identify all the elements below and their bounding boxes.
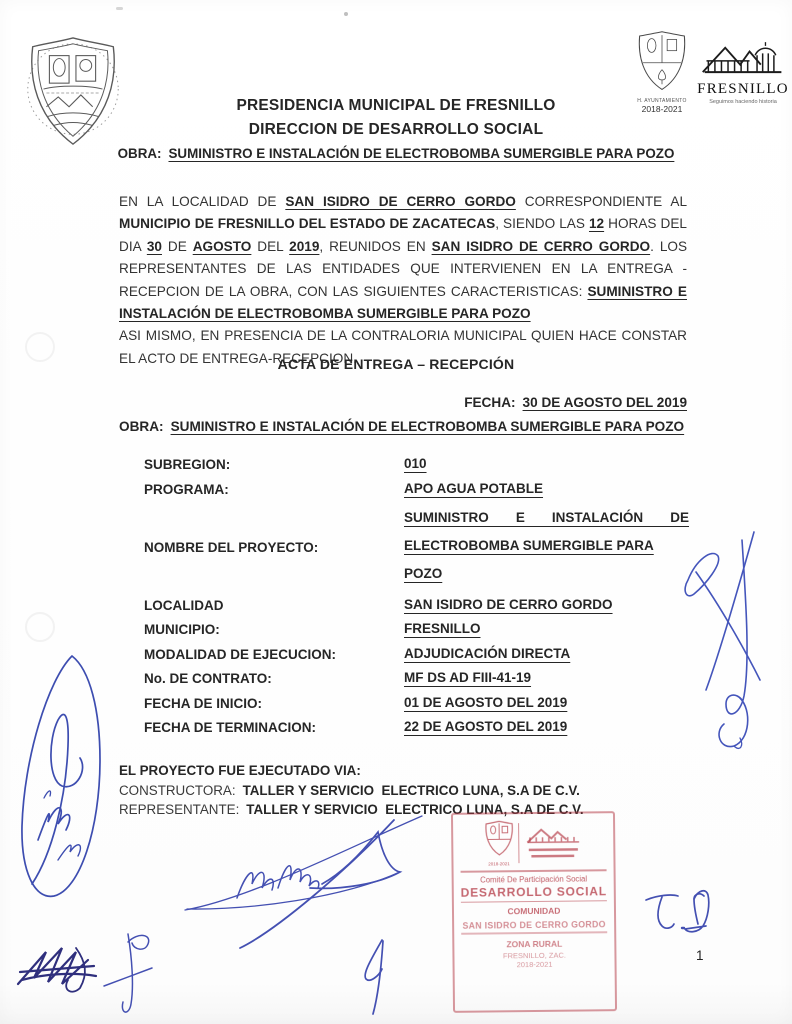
- signature-right: [676, 512, 774, 762]
- field-row-fecha-inicio: [144, 694, 689, 711]
- signature-flourish-t: [100, 928, 156, 1020]
- field-row-subregion: [144, 455, 689, 472]
- scan-speck: [116, 7, 123, 10]
- header-obra-label: OBRA:: [117, 146, 162, 161]
- field-row-localidad: [144, 596, 689, 613]
- field-label: MUNICIPIO:: [144, 622, 220, 637]
- project-fields: [144, 455, 689, 743]
- signature-flourish-4: [352, 936, 400, 1020]
- asimismo-paragraph: ASI MISMO, EN PRESENCIA DE LA CONTRALORIA MUNICIPAL QUIEN HACE CONSTAR EL ACTO DE ENTREGA-RECEPCION.: [119, 328, 687, 366]
- obra-label: OBRA:: [119, 419, 164, 434]
- header-obra-line: [0, 146, 792, 161]
- field-row-nombre-proyecto: [144, 504, 689, 588]
- field-label: FECHA DE INICIO:: [144, 695, 262, 711]
- fresnillo-tagline: Seguimos haciendo historia: [709, 99, 777, 105]
- fresnillo-logo: [696, 40, 790, 105]
- scan-speck: [344, 12, 348, 16]
- header-obra-value: SUMINISTRO E INSTALACIÓN DE ELECTROBOMBA SUMERGIBLE PARA POZO: [168, 146, 675, 161]
- document-title-line2: DIRECCION DE DESARROLLO SOCIAL: [248, 121, 544, 138]
- field-value: 22 DE AGOSTO DEL 2019: [404, 719, 568, 734]
- field-label: MODALIDAD DE EJECUCION:: [144, 646, 337, 662]
- intro-segment: DEL: [251, 238, 290, 254]
- field-row-municipio: [144, 620, 689, 637]
- field-value: ADJUDICACIÓN DIRECTA: [404, 645, 571, 661]
- intro-segment: CORRESPONDIENTE AL: [515, 194, 688, 209]
- stamp-divider: [518, 823, 519, 863]
- intro-segment: , SIENDO LAS: [495, 216, 589, 232]
- stamp-rule: [461, 869, 607, 872]
- ayuntamiento-caption: H. AYUNTAMIENTO: [637, 98, 687, 104]
- stamp-shield-icon: [484, 820, 514, 856]
- obra-line: [119, 419, 687, 434]
- field-label: NOMBRE DEL PROYECTO:: [144, 539, 319, 555]
- intro-block: [119, 191, 687, 370]
- obra-value: SUMINISTRO E INSTALACIÓN DE ELECTROBOMBA SUMERGIBLE PARA POZO: [170, 419, 685, 434]
- document-title-line1: PRESIDENCIA MUNICIPAL DE FRESNILLO: [236, 97, 556, 114]
- intro-paragraph: [119, 191, 687, 325]
- constructora-line: [119, 781, 687, 801]
- intro-segment: , REUNIDOS EN: [319, 238, 432, 254]
- stamp-community-name: SAN ISIDRO DE CERRO GORDO: [462, 919, 606, 931]
- stamp-shield-caption: 2018-2021: [488, 861, 510, 867]
- stamp-period: 2018-2021: [516, 959, 553, 969]
- field-value: SAN ISIDRO DE CERRO GORDO: [404, 596, 613, 612]
- field-label: SUBREGION:: [144, 457, 231, 472]
- field-label: No. DE CONTRATO:: [144, 671, 272, 686]
- signature-center: [182, 812, 432, 964]
- ayuntamiento-crest-icon: [636, 30, 688, 92]
- fresnillo-wordmark: FRESNILLO: [697, 81, 789, 97]
- intro-segment: MUNICIPIO DE FRESNILLO DEL ESTADO DE ZACATECAS: [119, 216, 496, 232]
- page-number: 1: [696, 948, 704, 963]
- field-value: 010: [404, 456, 427, 471]
- field-row-programa: [144, 480, 689, 497]
- fecha-line: [119, 395, 687, 410]
- hole-punch-ring: [25, 612, 55, 642]
- intro-segment: 2019: [289, 238, 320, 254]
- intro-segment: AGOSTO: [192, 238, 252, 254]
- field-label: LOCALIDAD: [144, 597, 224, 613]
- stamp-community-label: COMUNIDAD: [507, 905, 561, 917]
- stamp-rule: [461, 900, 607, 903]
- field-value: 01 DE AGOSTO DEL 2019: [404, 694, 568, 710]
- field-label: FECHA DE TERMINACION:: [144, 720, 316, 735]
- ayuntamiento-period: 2018-2021: [641, 104, 683, 114]
- field-value: MF DS AD FIII-41-19: [404, 670, 532, 685]
- signature-left: [8, 648, 112, 910]
- constructora-label: CONSTRUCTORA:: [119, 782, 236, 798]
- stamp-committee: Comité De Participación Social: [480, 873, 588, 885]
- stamp-logo-row: [456, 817, 611, 869]
- intro-segment: SAN ISIDRO DE CERRO GORDO: [285, 194, 516, 209]
- representante-value: TALLER Y SERVICIO ELECTRICO LUNA, S.A DE C.V.: [246, 802, 584, 817]
- intro-segment: . LOS REPRESENTANTES DE LAS ENTIDADES QUE INTERVIENEN EN LA ENTREGA - RECEPCION DE LA OBRA, CON LAS SIGUIENTES CARACTERISTICAS:: [119, 238, 688, 299]
- intro-segment: 30: [146, 238, 162, 254]
- intro-segment: 12: [588, 216, 605, 232]
- signature-initials-ej: [638, 886, 730, 944]
- fecha-value: 30 DE AGOSTO DEL 2019: [522, 395, 687, 410]
- intro-segment: DE: [161, 238, 193, 254]
- acta-heading: ACTA DE ENTREGA – RECEPCIÓN: [277, 356, 515, 372]
- representante-label: REPRESENTANTE:: [119, 802, 240, 817]
- field-value: APO AGUA POTABLE: [404, 480, 544, 496]
- field-value: FRESNILLO: [404, 621, 481, 636]
- field-row-fecha-terminacion: [144, 718, 689, 735]
- intro-segment: HORAS DEL DIA: [119, 216, 687, 254]
- field-value-line2: ELECTROBOMBA SUMERGIBLE PARA POZO: [404, 538, 654, 581]
- field-value-line1: SUMINISTRO E INSTALACIÓN DE: [404, 510, 689, 525]
- fecha-label: FECHA:: [464, 395, 516, 410]
- intro-segment: SAN ISIDRO DE CERRO GORDO: [431, 238, 651, 254]
- field-row-contrato: [144, 669, 689, 686]
- field-label: PROGRAMA:: [144, 481, 229, 497]
- fresnillo-skyline-icon: [699, 40, 787, 78]
- intro-segment: EN LA LOCALIDAD DE: [119, 194, 286, 209]
- field-row-modalidad: [144, 645, 689, 662]
- rubber-stamp: [451, 811, 617, 1013]
- stamp-title: DESARROLLO SOCIAL: [460, 883, 607, 900]
- stamp-fresnillo-logo-icon: [523, 825, 583, 860]
- stamp-city: FRESNILLO, ZAC.: [502, 950, 566, 960]
- stamp-zone: ZONA RURAL: [506, 938, 563, 949]
- executed-via-title: EL PROYECTO FUE EJECUTADO VIA:: [119, 763, 361, 778]
- constructora-value: TALLER Y SERVICIO ELECTRICO LUNA, S.A DE C.V.: [242, 782, 580, 798]
- intro-segment: SUMINISTRO E INSTALACIÓN DE ELECTROBOMBA SUMERGIBLE PARA POZO: [119, 283, 687, 322]
- stamp-rule: [461, 931, 607, 934]
- signature-scribble-dark: [14, 938, 114, 996]
